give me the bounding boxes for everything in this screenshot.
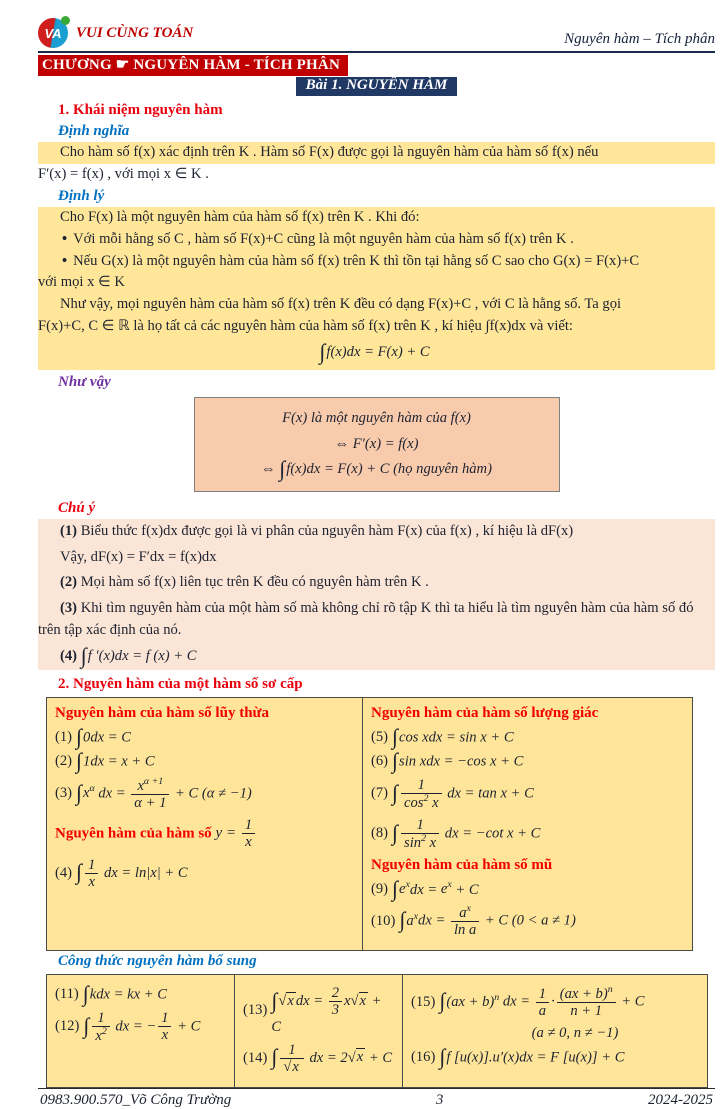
chu-y-label: Chú ý (58, 499, 96, 516)
formula-item: (14) ∫ $\frac{1}{√x}$ dx = 2√x + C (243, 1041, 393, 1075)
section2-title: 2. Nguyên hàm của một hàm số sơ cấp (58, 675, 303, 692)
page-header (38, 18, 715, 53)
table-section-title: Nguyên hàm của hàm số lượng giác (371, 704, 599, 721)
note-3: (3) Khi tìm nguyên hàm của một hàm số mà không chỉ rõ tập K thì ta hiểu là tìm nguyên hàm của hàm số đó trên tập xác định của nó. (38, 600, 694, 639)
formula-item: (13) ∫√x dx = $\frac{2}{3}$ x√x + C (243, 985, 382, 1035)
nhu-vay-label: Như vậy (58, 374, 111, 391)
footer-page-number: 3 (435, 1091, 444, 1108)
theorem-bullets (38, 229, 711, 273)
header-topic: Nguyên hàm – Tích phân (564, 31, 715, 47)
table-section-title: Nguyên hàm của hàm số lũy thừa (55, 704, 270, 721)
bullet-icon: • (62, 230, 68, 247)
footer-author: 0983.900.570_Võ Công Trường (40, 1091, 232, 1108)
note-1: (1) Biểu thức f(x)dx được gọi là vi phân của nguyên hàm F(x) của f(x) , kí hiệu là dF(x) (60, 522, 574, 539)
formula-item: (7) ∫ $\frac{1}{\cos^2 x}$ dx = tan x + C (371, 776, 534, 811)
formula-item: (16) ∫f [u(x)].u′(x)dx = F [u(x)] + C (411, 1044, 625, 1070)
table-section-title: Nguyên hàm của hàm số y = $\frac{1}{x}$ (55, 817, 354, 851)
bonus-title: Công thức nguyên hàm bổ sung (58, 953, 257, 970)
table-column-right (362, 698, 692, 950)
formula-item: (12) ∫ $\frac{1}{x^2}$ dx = − $\frac{1}{x}$ + C (55, 1009, 201, 1044)
formula-item: (1) ∫0dx = C (55, 723, 131, 749)
chapter-banner: CHƯƠNG ☛ NGUYÊN HÀM - TÍCH PHÂN (38, 55, 348, 76)
bonus-formula-table (46, 974, 708, 1087)
formula-item: (3) $\int x^\alpha$ dx = $\frac{x^{\alpha +1}}{\alpha + 1}$ + C (α ≠ −1) (55, 775, 252, 811)
formula-item: (8) ∫ $\frac{1}{\sin^2 x}$ dx = −cot x + C (371, 816, 541, 851)
theorem-label: Định lý (58, 187, 105, 204)
section1-title: 1. Khái niệm nguyên hàm (58, 102, 223, 118)
definition-line1: Cho hàm số f(x) xác định trên K . Hàm số F(x) được gọi là nguyên hàm của hàm số f(x) nếu (38, 142, 715, 164)
formula-item: (10) $\int a^xdx$ = $\frac{a^x}{\text{ln a}}$ + C (0 < a ≠ 1) (371, 903, 576, 939)
lesson-banner: Bài 1. NGUYÊN HÀM (296, 77, 458, 96)
formula-item: (6) ∫sin xdx = −cos x + C (371, 748, 524, 774)
note-4: (4) ∫f ′(x)dx = f (x) + C (60, 642, 197, 668)
formula-item: (15) ∫(ax + b)$^n$ dx = $\frac{1}{a}$ · $\frac{(ax + b)^n}{n + 1}$ + C (411, 984, 645, 1020)
bonus-column-3 (402, 975, 707, 1086)
summary-box-line2: ⇔ F′(x) = f(x) (334, 435, 419, 452)
brand-block (38, 18, 193, 48)
page-footer (38, 1088, 715, 1109)
footer-year: 2024-2025 (648, 1091, 713, 1108)
theorem-summary1: Như vậy, mọi nguyên hàm của hàm số f(x) trên K đều có dạng F(x)+C , với C là hằng số. Ta gọi (60, 296, 622, 313)
formula-item: (5) ∫cos xdx = sin x + C (371, 723, 514, 749)
summary-box-line3: ⇔ ∫f(x)dx = F(x) + C (họ nguyên hàm) (261, 455, 492, 481)
brand-name: VUI CÙNG TOÁN (76, 24, 194, 41)
notes-block (38, 519, 715, 670)
bullet-icon: • (62, 252, 68, 269)
theorem-summary2: F(x)+C, C ∈ ℝ là họ tất cả các nguyên hàm của hàm số f(x) trên K , kí hiệu ∫f(x)dx và viết: (38, 318, 573, 335)
table-section-title: Nguyên hàm của hàm số mũ (371, 856, 553, 873)
table-column-left (47, 698, 362, 950)
summary-box (194, 397, 560, 492)
formula-item: (4) ∫ $\frac{1}{x}$ dx = ln|x| + C (55, 856, 188, 890)
formula-item: (11) ∫kdx = kx + C (55, 981, 168, 1007)
formula-condition: (a ≠ 0, n ≠ −1) (531, 1025, 619, 1042)
bonus-column-2 (234, 975, 402, 1086)
formula-item: (9) $\int e^xdx = e^x + C$ (371, 876, 479, 902)
note-2: (2) Mọi hàm số f(x) liên tục trên K đều có nguyên hàm trên K . (60, 574, 429, 591)
note-1b: Vậy, dF(x) = F′dx = f(x)dx (60, 548, 217, 565)
theorem-bullet2-cont: với mọi x ∈ K (38, 274, 125, 291)
formula-item: (2) ∫1dx = x + C (55, 748, 155, 774)
elementary-antiderivative-table (46, 697, 693, 951)
main-equation: ∫f(x)dx = F(x) + C (319, 338, 430, 364)
bonus-column-1 (47, 975, 234, 1086)
theorem-block (38, 207, 715, 370)
definition-line2: F′(x) = f(x) , với mọi x ∈ K . (38, 165, 209, 182)
theorem-bullet1: • Với mỗi hằng số C , hàm số F(x)+C cũng là một nguyên hàm của hàm số f(x) trên K . (62, 230, 574, 247)
theorem-bullet2: • Nếu G(x) là một nguyên hàm của hàm số f(x) trên K thì tồn tại hằng số C sao cho G(x) = F(x)+C (62, 252, 640, 269)
summary-box-line1: F(x) là một nguyên hàm của f(x) (282, 410, 471, 427)
theorem-intro: Cho F(x) là một nguyên hàm của hàm số f(x) trên K . Khi đó: (60, 208, 420, 225)
definition-label: Định nghĩa (58, 123, 130, 139)
brand-logo-icon: VA (38, 18, 68, 48)
